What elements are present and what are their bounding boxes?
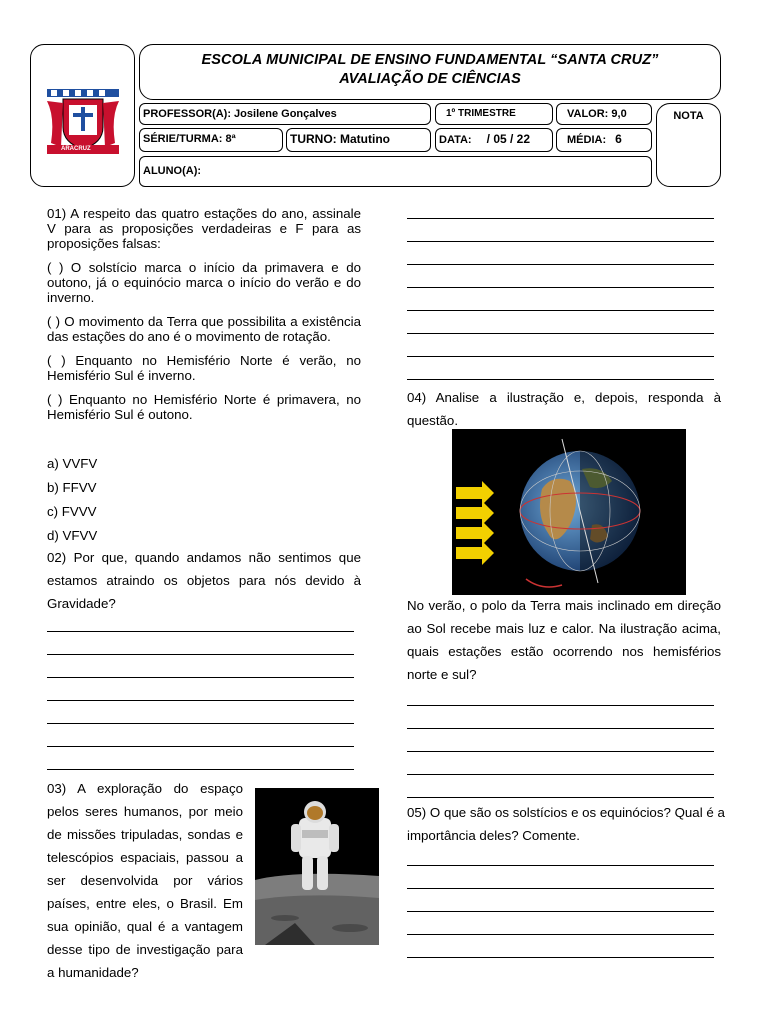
logo-box: [30, 44, 135, 187]
question-4-text: [407, 594, 721, 686]
average-field: [556, 128, 652, 152]
answer-line[interactable]: [47, 723, 354, 724]
q4-text: No verão, o polo da Terra mais inclinado em direção ao Sol recebe mais luz e calor. Na ilustração acima, quais estações estão ocorrendo nos hemisférios norte e sul?: [407, 598, 721, 682]
q4-prompt: 04) Analise a ilustração e, depois, responda à questão.: [407, 390, 721, 428]
header-title-box: [139, 44, 721, 100]
answer-line[interactable]: [47, 746, 354, 747]
grade-box[interactable]: [656, 103, 721, 187]
exam-title: AVALIAÇÃO DE CIÊNCIAS: [339, 71, 521, 87]
answer-line[interactable]: [407, 865, 714, 866]
average-label: MÉDIA:: [567, 134, 607, 146]
answer-line[interactable]: [407, 264, 714, 265]
question-5: [407, 801, 725, 847]
answer-line[interactable]: [407, 934, 714, 935]
q1-item-4: ( ) Enquanto no Hemisfério Norte é primavera, no Hemisfério Sul é outono.: [47, 392, 361, 422]
value-field: VALOR: 9,0: [556, 103, 652, 125]
q2-prompt: 02) Por que, quando andamos não sentimos que estamos atraindo os objetos para nós devido à Gravidade?: [47, 550, 361, 611]
answer-line[interactable]: [407, 751, 714, 752]
answer-line[interactable]: [407, 379, 714, 380]
answer-line[interactable]: [407, 333, 714, 334]
q1-option-d[interactable]: d) VFVV: [47, 528, 98, 543]
answer-line[interactable]: [47, 677, 354, 678]
answer-line[interactable]: [407, 774, 714, 775]
answer-line[interactable]: [407, 797, 714, 798]
answer-line[interactable]: [407, 287, 714, 288]
average-value: 6: [615, 132, 622, 146]
question-3: [47, 777, 243, 984]
q1-option-c[interactable]: c) FVVV: [47, 504, 97, 519]
student-name-field[interactable]: [139, 156, 652, 187]
answer-line[interactable]: [407, 356, 714, 357]
answer-line[interactable]: [407, 705, 714, 706]
q1-item-1: ( ) O solstício marca o início da primavera e do outono, já o equinócio marca o início do verão e do inverno.: [47, 260, 361, 305]
date-label: DATA:: [439, 134, 472, 146]
astronaut-photo: [255, 788, 379, 945]
professor-field: PROFESSOR(A): Josilene Gonçalves: [139, 103, 431, 125]
earth-illustration: [452, 429, 686, 595]
q1-prompt: 01) A respeito das quatro estações do ano, assinale V para as proposições verdadeiras e F para as proposições falsas:: [47, 206, 361, 251]
q1-options: [47, 452, 247, 548]
answer-line[interactable]: [407, 957, 714, 958]
q1-item-3: ( ) Enquanto no Hemisfério Norte é verão, no Hemisfério Sul é inverno.: [47, 353, 361, 383]
answer-line[interactable]: [407, 241, 714, 242]
answer-line[interactable]: [407, 728, 714, 729]
logo-text: ARACRUZ: [61, 146, 91, 152]
q1-option-b[interactable]: b) FFVV: [47, 480, 97, 495]
date-field: [435, 128, 553, 152]
question-1: [47, 206, 361, 422]
q5-prompt: 05) O que são os solstícios e os equinócios? Qual é a importância deles? Comente.: [407, 805, 725, 843]
grade-label: NOTA: [673, 110, 704, 122]
class-field: SÉRIE/TURMA: 8ª: [139, 128, 283, 152]
answer-line[interactable]: [47, 769, 354, 770]
student-label: ALUNO(A):: [143, 165, 202, 177]
answer-line[interactable]: [407, 310, 714, 311]
q3-prompt: 03) A exploração do espaço pelos seres humanos, por meio de missões tripuladas, sondas e telescópios espaciais, passou a ser desenvolvida por vários países, entre eles, o Brasil. Em sua opinião, qual é a vantagem desse tipo de investigação para a humanidade?: [47, 781, 243, 980]
answer-line[interactable]: [47, 631, 354, 632]
school-name: ESCOLA MUNICIPAL DE ENSINO FUNDAMENTAL “SANTA CRUZ”: [201, 52, 659, 68]
question-2: [47, 546, 361, 615]
answer-line[interactable]: [407, 911, 714, 912]
trimester-field: 1º TRIMESTRE: [435, 103, 553, 125]
date-value: / 05 / 22: [486, 132, 531, 146]
answer-line[interactable]: [407, 888, 714, 889]
question-4: [407, 386, 721, 432]
answer-line[interactable]: [47, 654, 354, 655]
answer-line[interactable]: [407, 218, 714, 219]
shift-field: TURNO: Matutino: [286, 128, 431, 152]
answer-line[interactable]: [47, 700, 354, 701]
q1-option-a[interactable]: a) VVFV: [47, 456, 98, 471]
q1-item-2: ( ) O movimento da Terra que possibilita a existência das estações do ano é o movimento de rotação.: [47, 314, 361, 344]
